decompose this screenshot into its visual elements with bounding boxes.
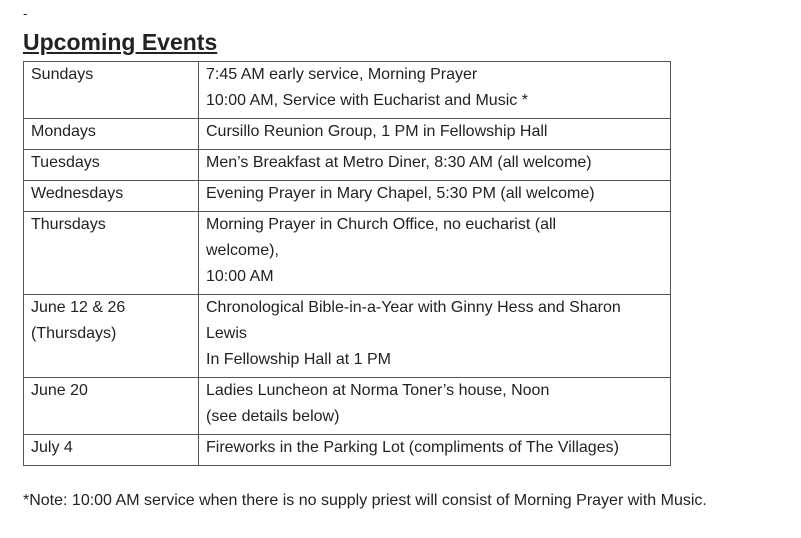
event-day-cell [24, 378, 199, 435]
event-description-text: Ladies Luncheon at Norma Toner’s house, Noon [206, 382, 550, 399]
event-day-text: Thursdays [31, 216, 106, 233]
table-row [24, 212, 671, 295]
event-description-text: (see details below) [206, 408, 340, 425]
event-day-text: Sundays [31, 66, 94, 83]
footnote: *Note: 10:00 AM service when there is no supply priest will consist of Morning Prayer with Music. [23, 492, 707, 509]
event-description-text: Morning Prayer in Church Office, no eucharist (all [206, 216, 557, 233]
event-description-cell [199, 435, 671, 466]
event-description-cell [199, 212, 671, 295]
event-day-text: Mondays [31, 123, 96, 140]
event-day-cell [24, 181, 199, 212]
event-description-text: 10:00 AM [206, 268, 274, 285]
table-row [24, 295, 671, 378]
event-description-text: Men’s Breakfast at Metro Diner, 8:30 AM (all welcome) [206, 154, 592, 171]
event-day-cell [24, 212, 199, 295]
event-description-cell [199, 62, 671, 119]
event-description-cell [199, 150, 671, 181]
event-description-cell [199, 119, 671, 150]
event-day-text: Wednesdays [31, 185, 124, 202]
event-day-cell [24, 62, 199, 119]
events-table [23, 61, 671, 466]
table-row [24, 435, 671, 466]
event-description-text: Lewis [206, 325, 247, 342]
event-description-cell [199, 295, 671, 378]
event-day-text: (Thursdays) [31, 325, 117, 342]
event-description-cell [199, 181, 671, 212]
event-day-cell [24, 435, 199, 466]
table-row [24, 62, 671, 119]
event-day-text: Tuesdays [31, 154, 100, 171]
event-description-text: welcome), [206, 242, 279, 259]
event-description-text: 7:45 AM early service, Morning Prayer [206, 66, 478, 83]
event-day-text: June 20 [31, 382, 88, 399]
event-day-cell [24, 119, 199, 150]
event-description-text: In Fellowship Hall at 1 PM [206, 351, 391, 368]
table-row [24, 119, 671, 150]
table-row [24, 378, 671, 435]
event-description-text: Evening Prayer in Mary Chapel, 5:30 PM (all welcome) [206, 185, 595, 202]
event-day-text: June 12 & 26 [31, 299, 126, 316]
event-description-text: Chronological Bible-in-a-Year with Ginny Hess and Sharon [206, 299, 621, 316]
table-row [24, 150, 671, 181]
event-description-cell [199, 378, 671, 435]
event-description-text: Fireworks in the Parking Lot (compliments of The Villages) [206, 439, 619, 456]
stray-dash: - [23, 5, 28, 21]
event-day-cell [24, 150, 199, 181]
event-day-text: July 4 [31, 439, 73, 456]
events-table-body [24, 62, 671, 466]
table-row [24, 181, 671, 212]
event-day-cell [24, 295, 199, 378]
page-title: Upcoming Events [23, 29, 218, 55]
event-description-text: 10:00 AM, Service with Eucharist and Music * [206, 92, 528, 109]
event-description-text: Cursillo Reunion Group, 1 PM in Fellowship Hall [206, 123, 548, 140]
